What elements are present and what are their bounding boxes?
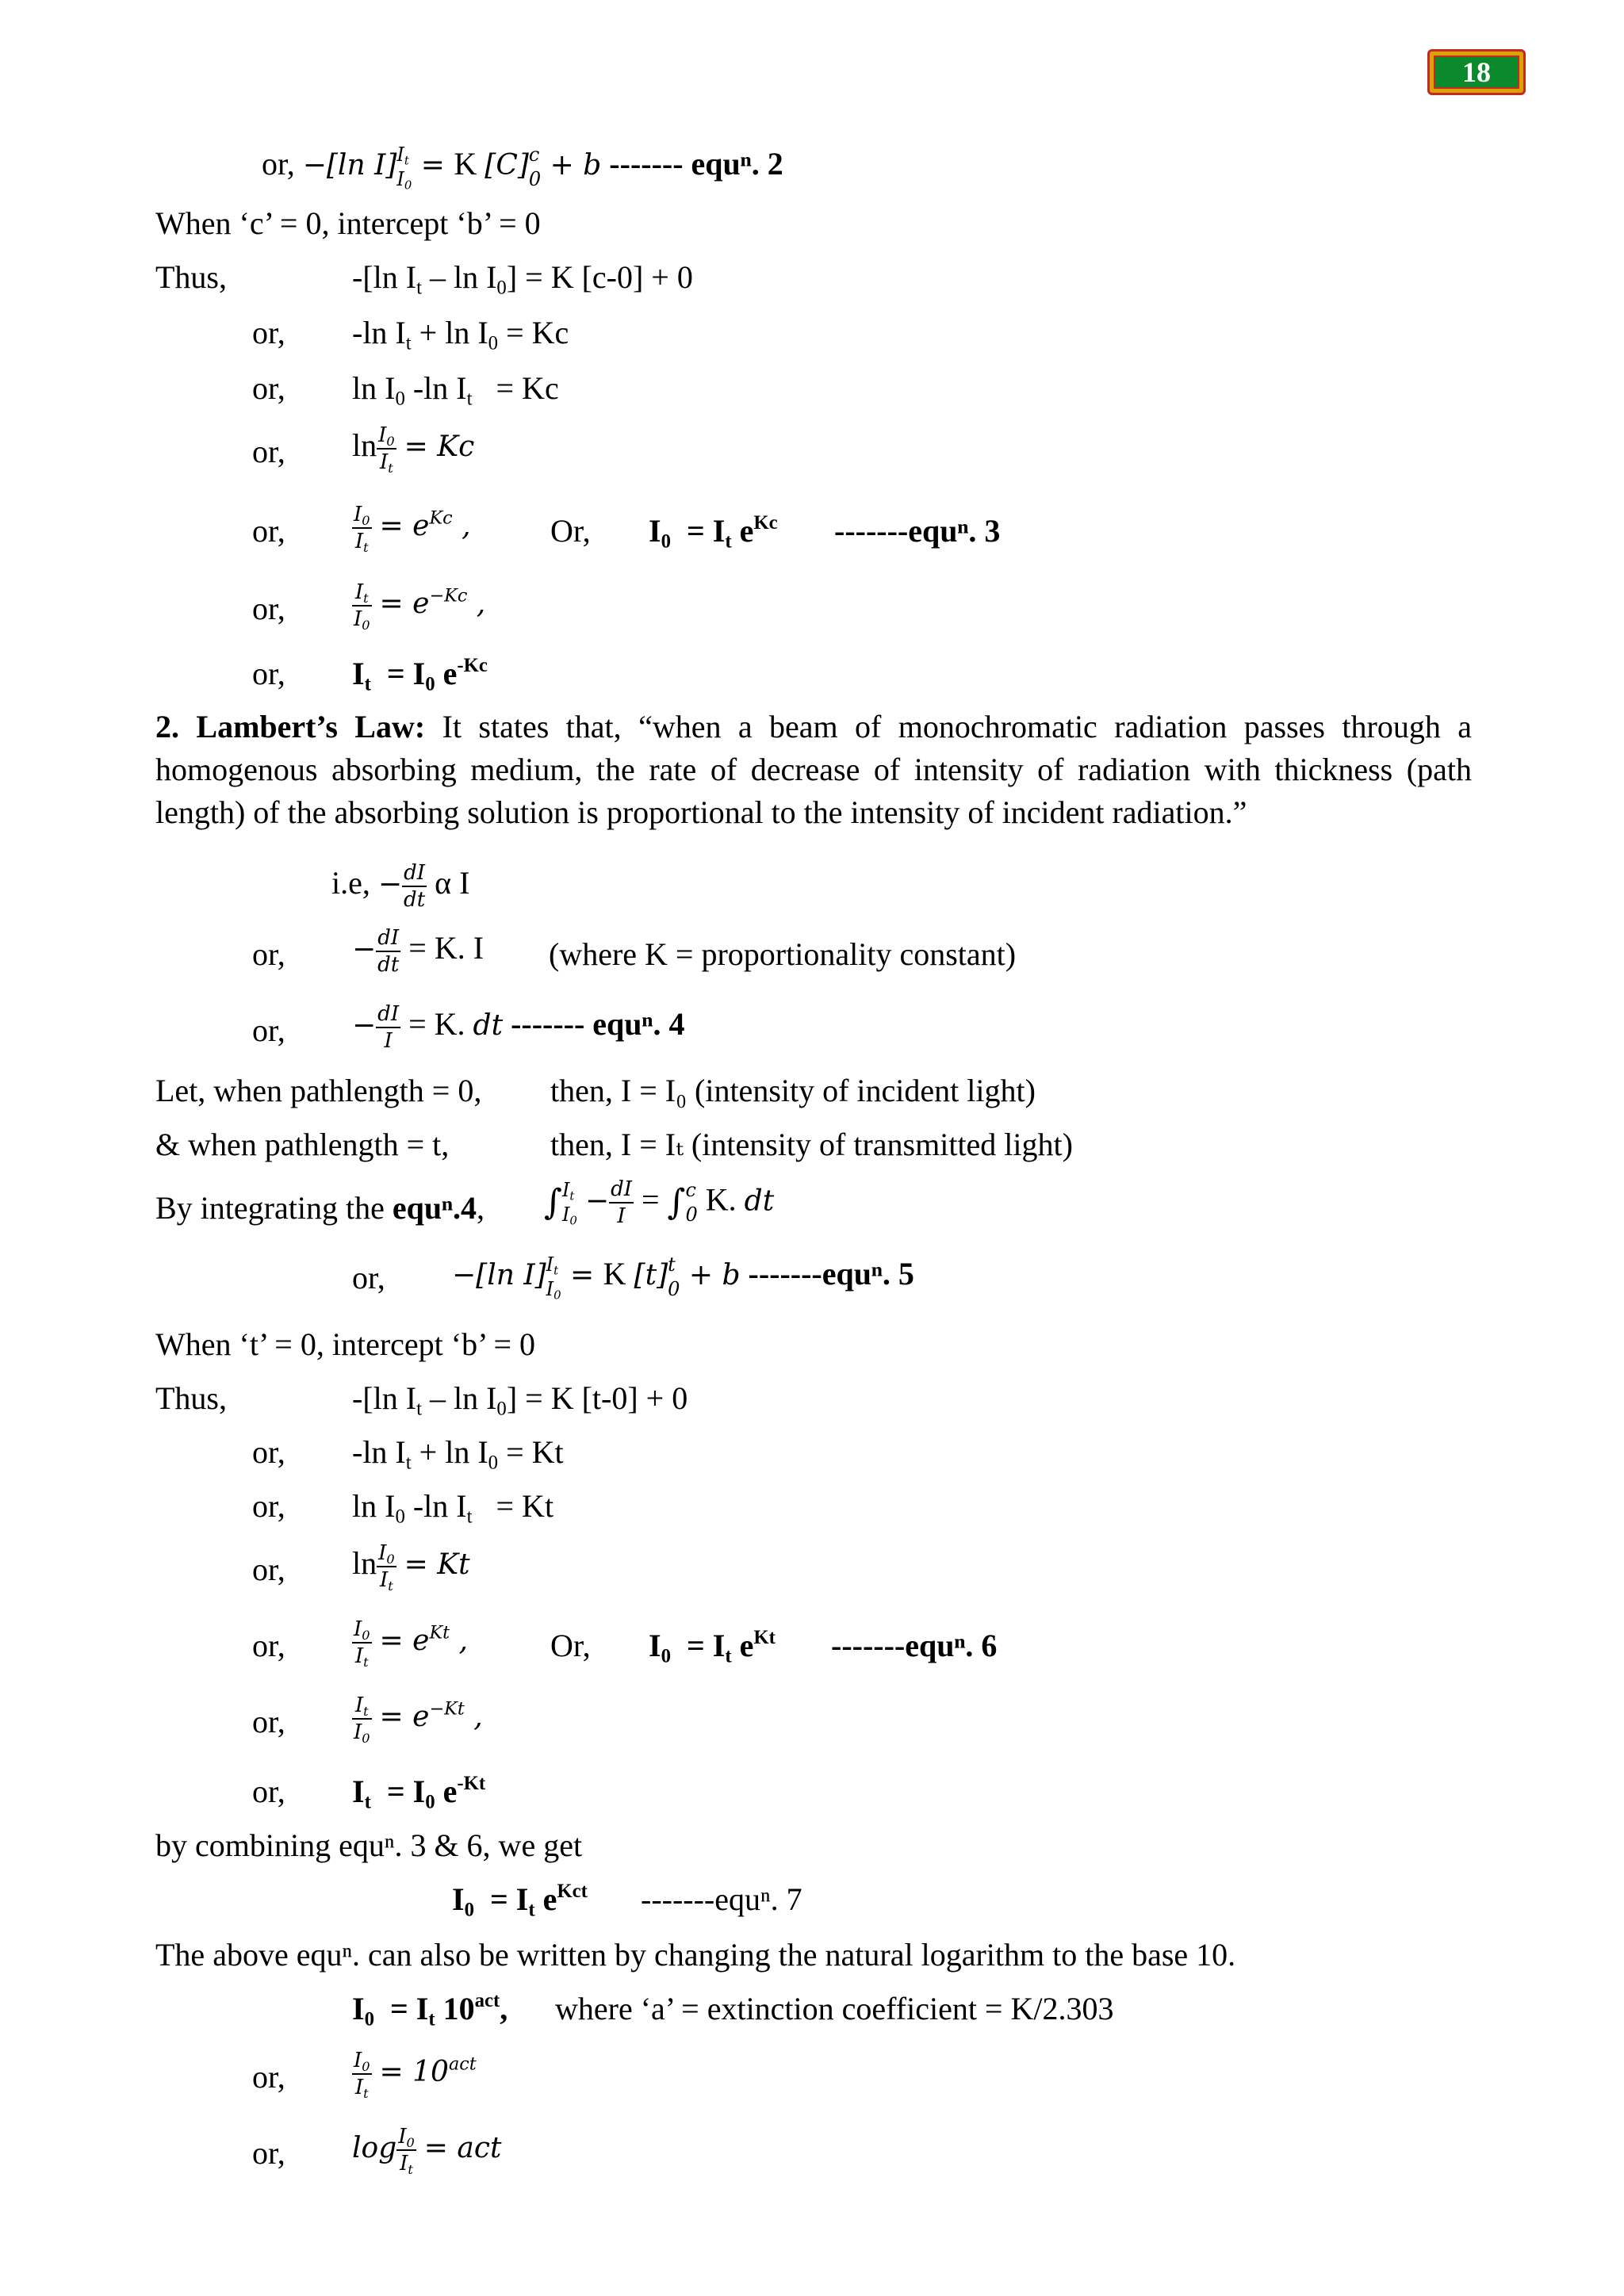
equation-7-line: $I_0 = I_t$ $e^{Kct}$ -------equⁿ. 7 xyxy=(452,1880,802,1921)
or-label: or, xyxy=(252,370,285,406)
step-line-4: or, $\frac{I_0}{I_t}$ = $e^{Kc}$ , Or, $I_0 = I_t$ $e^{Kc}$ -------equⁿ. 3 xyxy=(252,503,1001,555)
step-line-8: or, − $\frac{dI}{I}$ = K. dt ------- equⁿ. 4 xyxy=(252,1002,685,1053)
let-when-zero: Let, when pathlength = 0, xyxy=(155,1073,482,1108)
step-line-5: or, $\frac{I_t}{I_0}$ = $e^{-Kc}$ , xyxy=(252,580,486,633)
equation-3-ref: -------equⁿ. 3 xyxy=(834,513,1001,549)
by-integrating-label: By integrating the xyxy=(155,1190,385,1226)
or-label: or, xyxy=(252,2059,285,2095)
Or-label: Or, xyxy=(550,1628,591,1663)
lambert-law-paragraph xyxy=(155,706,1472,834)
step-line-10: or, $\ln I_0$ -ln $I_t = Kt$ xyxy=(252,1488,554,1528)
where-a-note: where ‘a’ = extinction coefficient = K/2.303 xyxy=(555,1991,1114,2026)
step-line-9: or, -ln $I_t + \ln I_0 = Kt$ xyxy=(252,1434,564,1474)
step-line-1: or, -ln $I_t + \ln I_0 = Kc$ xyxy=(252,315,569,354)
page-number-badge xyxy=(1427,49,1526,95)
or-label: or, xyxy=(252,434,285,469)
or-label: or, xyxy=(252,1704,285,1739)
when-t-line: When ‘t’ = 0, intercept ‘b’ = 0 xyxy=(155,1326,536,1362)
thus-line-2: Thus, -[ln $I_t - \ln I_0] = K$ [t-0] + 0 xyxy=(155,1380,688,1420)
step-line-13: or, $\frac{I_t}{I_0}$ = $e^{-Kt}$ , xyxy=(252,1693,483,1746)
lambert-law-title: 2. Lambert’s Law: xyxy=(155,709,426,744)
then-it: then, I = Iₜ (intensity of transmitted light) xyxy=(550,1127,1073,1162)
pathlength-t-line xyxy=(155,1126,1073,1164)
thus-label: Thus, xyxy=(155,259,227,295)
ie-label: i.e, xyxy=(331,865,370,901)
pathlength-zero-line xyxy=(155,1072,1036,1110)
step-line-2: or, $\ln I_0$ -ln $I_t = Kc$ xyxy=(252,370,559,410)
or-label: or, xyxy=(252,1628,285,1663)
step-line-12: or, $\frac{I_0}{I_t}$ = $e^{Kt}$ , Or, $I_0 = I_t$ $e^{Kt}$ -------equⁿ. 6 xyxy=(252,1617,998,1670)
or-label: or, xyxy=(252,1774,285,1809)
or-label: or, xyxy=(252,1488,285,1524)
then-i0: then, I = I₀ (intensity of incident light) xyxy=(550,1073,1036,1108)
equation-4-ref: ------- equⁿ. 4 xyxy=(511,1006,685,1043)
thus-line-1: Thus, -[ln $I_t - \ln I_0] = K$ [c-0] + 0 xyxy=(155,259,693,299)
equation-5-line: or, −[ln I] $I_t$ $I_0$ = K [t] t 0 + b -------equⁿ. 5 xyxy=(352,1253,914,1303)
or-label: or, xyxy=(252,1552,285,1587)
where-k-note: (where K = proportionality constant) xyxy=(549,936,1017,972)
step-line-11: or, ln $\frac{I_0}{I_t}$ = Kt xyxy=(252,1541,470,1594)
thus-label: Thus, xyxy=(155,1380,227,1416)
equation-5-ref: -------equⁿ. 5 xyxy=(748,1256,914,1292)
step-line-16: or, log $\frac{I_0}{I_t}$ = act xyxy=(252,2125,502,2177)
or-label: or, xyxy=(252,315,285,350)
ie-line: i.e, − $\frac{dI}{dt}$ α I xyxy=(331,861,470,912)
or-label: or, xyxy=(252,936,285,972)
or-label: or, xyxy=(252,656,285,691)
Or-label: Or, xyxy=(550,513,591,549)
above-equation-line: The above equⁿ. can also be written by changing the natural logarithm to the base 10. xyxy=(155,1937,1236,1973)
or-label: or, xyxy=(262,146,295,182)
equation-4-ref-inline: equⁿ.4 xyxy=(392,1190,477,1226)
step-line-15: or, $\frac{I_0}{I_t}$ = $10^{act}$ xyxy=(252,2049,477,2101)
step-line-14: or, $I_t = I_0$ $e^{-Kt}$ xyxy=(252,1772,486,1813)
or-label: or, xyxy=(252,591,285,626)
or-label: or, xyxy=(252,513,285,549)
lambert-law-text: It states that, “when a beam of monochromatic radiation passes through a homogenous absorbing medium, the rate of decrease of intensity of radiation with thickness (path length) of the absorbing solution is proportional to the intensity of incident radiation.” xyxy=(155,709,1472,830)
equation-7-ref: -------equⁿ. 7 xyxy=(641,1881,802,1917)
or-label: or, xyxy=(252,1012,285,1048)
base-10-line: $I_0 = I_t$ $10^{act}$, where ‘a’ = extinction coefficient = K/2.303 xyxy=(352,1989,1114,2030)
equation-2-line: or, −[ln I] $I_t$ $I_0$ = K [C] c 0 + b ------- equⁿ. 2 xyxy=(262,144,783,193)
page-number: 18 xyxy=(1434,55,1519,89)
equation-2-ref: ------- equⁿ. 2 xyxy=(609,146,783,182)
integrating-line: By integrating the equⁿ.4, ∫ $I_t$ $I_0$ − $\frac{dI}{I}$ = ∫ c 0 K. dt xyxy=(155,1177,775,1229)
or-label: or, xyxy=(252,1434,285,1470)
equation-6-ref: -------equⁿ. 6 xyxy=(831,1628,998,1663)
step-line-3: or, ln $\frac{I_0}{I_t}$ = Kc xyxy=(252,423,475,476)
step-line-7: or, − $\frac{dI}{dt}$ = K. I (where K = proportionality constant) xyxy=(252,926,1017,977)
and-when-t: & when pathlength = t, xyxy=(155,1127,450,1162)
combining-line: by combining equⁿ. 3 & 6, we get xyxy=(155,1827,583,1863)
step-line-6: or, $I_t = I_0$ $e^{-Kc}$ xyxy=(252,654,488,695)
or-label: or, xyxy=(352,1260,385,1295)
when-c-line: When ‘c’ = 0, intercept ‘b’ = 0 xyxy=(155,205,541,241)
or-label: or, xyxy=(252,2135,285,2171)
